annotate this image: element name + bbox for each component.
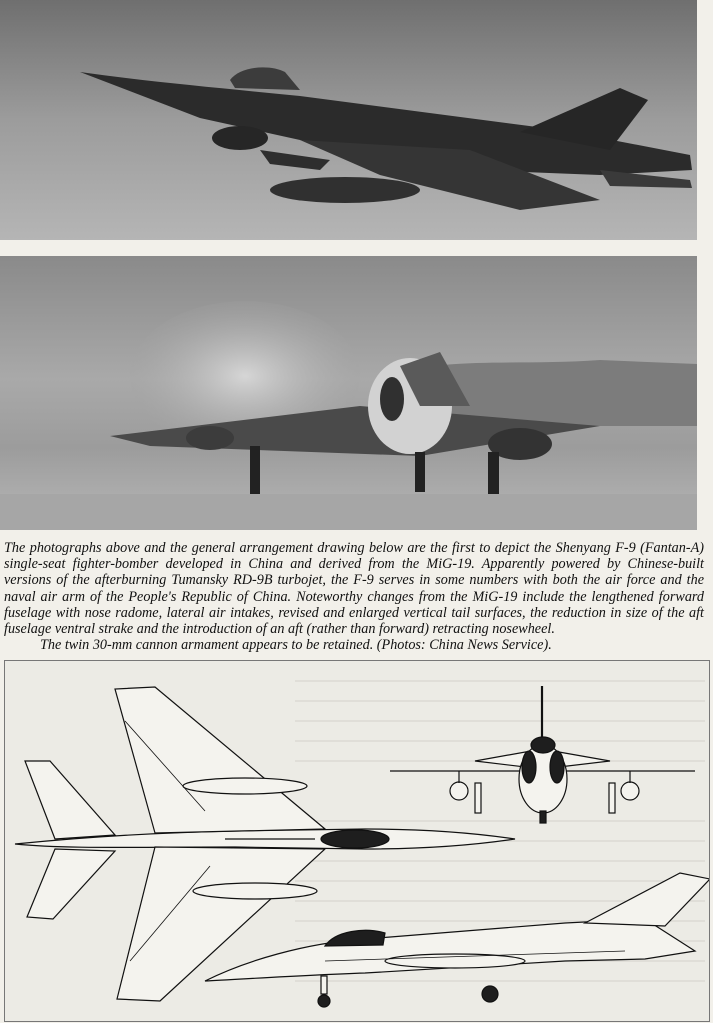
general-arrangement-drawing (4, 660, 710, 1022)
aircraft-in-flight-image (0, 0, 697, 240)
caption-armament-text: The twin 30-mm cannon armament appears to be retained. (40, 637, 374, 654)
photo-caption (4, 540, 704, 653)
aircraft-landing-image (0, 256, 697, 530)
photo-credit: (Photos: China News Service). (376, 637, 552, 654)
photo-aircraft-in-flight (0, 0, 697, 240)
three-view-drawing (5, 661, 709, 1021)
photo-aircraft-landing (0, 256, 697, 530)
caption-main-text: The photographs above and the general arrangement drawing below are the first to depict the Shenyang F-9 (Fantan-A) single-seat fighter-bomber developed in China and derived from the MiG-19. Apparently powered by Chinese-built versions of the afterburning Tumansky RD-9B turbojet, the F-9 serves in some numbers with both the air force and the naval air arm of the People's Republic of China. Noteworthy changes from the MiG-19 include the lengthened forward fuselage with nose radome, lateral air intakes, revised and enlarged vertical tail surfaces, the reduction in size of the aft fuselage ventral strake and the introduction of an aft (rather than forward) retracting nosewheel. (4, 540, 704, 638)
caption-last-line (4, 637, 704, 653)
front-view (390, 686, 695, 823)
